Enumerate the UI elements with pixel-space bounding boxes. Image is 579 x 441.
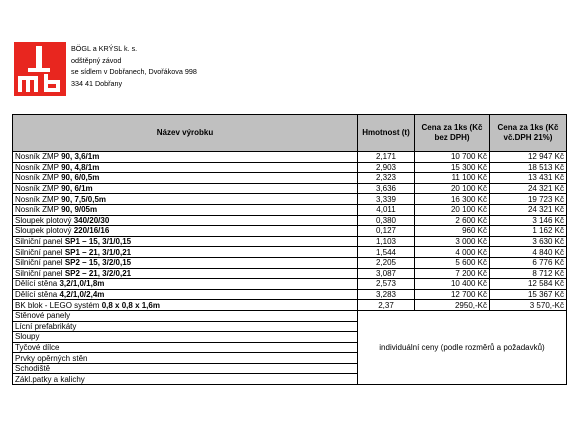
product-price-incl-vat: 19 723 Kč <box>490 194 567 205</box>
product-name-spec: SP1 – 15, 3/1/0,15 <box>64 237 132 247</box>
product-name-prefix: Sloupek plotový <box>15 226 74 236</box>
category-rows <box>13 310 567 384</box>
company-seat: se sídlem v Dobřanech, Dvořákova 998 <box>71 67 197 77</box>
product-name-prefix: Silniční panel <box>15 268 65 278</box>
table-row <box>13 173 567 184</box>
product-name-prefix: Sloupek plotový <box>15 215 74 225</box>
product-weight: 2,573 <box>358 279 415 290</box>
category-name: Stěnové panely <box>13 310 358 321</box>
product-weight: 2,171 <box>358 152 415 163</box>
product-name <box>13 289 358 300</box>
product-name-prefix: Silniční panel <box>15 258 65 268</box>
table-row <box>13 226 567 237</box>
header-weight: Hmotnost (t) <box>358 115 415 152</box>
product-weight: 0,380 <box>358 215 415 226</box>
product-price-incl-vat: 4 840 Kč <box>490 247 567 258</box>
product-price-excl-vat: 11 100 Kč <box>415 173 490 184</box>
product-name-spec: 90, 3,6/1m <box>61 152 100 162</box>
table-row <box>13 215 567 226</box>
product-name <box>13 300 358 311</box>
product-price-incl-vat: 24 321 Kč <box>490 204 567 215</box>
product-name-spec: 220/16/16 <box>73 226 110 236</box>
product-price-incl-vat: 13 431 Kč <box>490 173 567 184</box>
product-name-spec: SP2 – 15, 3/2/0,15 <box>64 258 132 268</box>
product-price-incl-vat: 18 513 Kč <box>490 162 567 173</box>
table-row <box>13 300 567 311</box>
product-name <box>13 268 358 279</box>
product-name-spec: 90, 4,8/1m <box>61 162 100 172</box>
product-price-excl-vat: 15 300 Kč <box>415 162 490 173</box>
product-name-prefix: Nosník ZMP <box>15 194 62 204</box>
table-header-row <box>13 115 567 152</box>
table-row <box>13 268 567 279</box>
product-price-incl-vat: 6 776 Kč <box>490 257 567 268</box>
product-price-incl-vat: 3 630 Kč <box>490 236 567 247</box>
product-name-prefix: Nosník ZMP <box>15 162 62 172</box>
product-price-incl-vat: 12 947 Kč <box>490 152 567 163</box>
price-table <box>12 114 567 385</box>
product-name-spec: 90, 9/05m <box>61 205 98 215</box>
product-name <box>13 279 358 290</box>
product-name <box>13 247 358 258</box>
product-price-excl-vat: 4 000 Kč <box>415 247 490 258</box>
individual-price-note: individuální ceny (podle rozměrů a požadavků) <box>358 310 567 384</box>
product-name <box>13 226 358 237</box>
product-price-excl-vat: 2950,-Kč <box>415 300 490 311</box>
product-price-excl-vat: 5 600 Kč <box>415 257 490 268</box>
product-weight: 3,283 <box>358 289 415 300</box>
product-name-spec: 340/20/30 <box>73 215 110 225</box>
company-postcode: 334 41 Dobřany <box>71 78 123 88</box>
product-name <box>13 162 358 173</box>
product-name-prefix: Nosník ZMP <box>15 152 62 162</box>
table-row <box>13 236 567 247</box>
product-weight: 1,544 <box>358 247 415 258</box>
product-price-excl-vat: 20 100 Kč <box>415 204 490 215</box>
company-logo <box>14 42 66 96</box>
product-name <box>13 183 358 194</box>
product-price-excl-vat: 12 700 Kč <box>415 289 490 300</box>
product-name-spec: 0,8 x 0,8 x 1,6m <box>101 300 160 310</box>
table-row <box>13 152 567 163</box>
header-price-excl-vat: Cena za 1ks (Kč bez DPH) <box>415 115 490 152</box>
product-name-spec: SP1 – 21, 3/1/0,21 <box>64 247 132 257</box>
product-name-prefix: Silniční panel <box>15 237 65 247</box>
product-name-spec: 90, 6/0,5m <box>61 173 100 183</box>
product-price-excl-vat: 3 000 Kč <box>415 236 490 247</box>
header-product-name: Název výrobku <box>13 115 358 152</box>
product-name-spec: 90, 6/1m <box>61 184 93 194</box>
table-row <box>13 194 567 205</box>
category-name: Zákl.patky a kalichy <box>13 374 358 385</box>
product-name-prefix: Nosník ZMP <box>15 173 62 183</box>
category-name: Tyčové dílce <box>13 342 358 353</box>
product-name <box>13 236 358 247</box>
table-row <box>13 162 567 173</box>
company-branch: odštěpný závod <box>71 55 122 65</box>
product-price-excl-vat: 20 100 Kč <box>415 183 490 194</box>
table-row <box>13 289 567 300</box>
product-name <box>13 173 358 184</box>
category-name: Prvky opěrných stěn <box>13 353 358 364</box>
product-weight: 3,636 <box>358 183 415 194</box>
product-name <box>13 215 358 226</box>
product-name <box>13 204 358 215</box>
product-price-excl-vat: 10 700 Kč <box>415 152 490 163</box>
product-name-prefix: Nosník ZMP <box>15 205 62 215</box>
product-name-spec: 4,2/1,0/2,4m <box>59 290 105 300</box>
product-price-incl-vat: 3 570,-Kč <box>490 300 567 311</box>
product-weight: 2,903 <box>358 162 415 173</box>
product-name-prefix: Dělící stěna <box>15 290 60 300</box>
company-address <box>71 43 197 89</box>
product-weight: 3,087 <box>358 268 415 279</box>
product-name-prefix: Dělící stěna <box>15 279 60 289</box>
product-price-incl-vat: 8 712 Kč <box>490 268 567 279</box>
category-row <box>13 310 567 321</box>
category-name: Schodiště <box>13 363 358 374</box>
price-rows <box>13 152 567 311</box>
product-name <box>13 194 358 205</box>
product-name-prefix: BK blok - LEGO systém <box>15 300 102 310</box>
product-weight: 2,205 <box>358 257 415 268</box>
product-weight: 0,127 <box>358 226 415 237</box>
header-price-incl-vat: Cena za 1ks (Kč vč.DPH 21%) <box>490 115 567 152</box>
product-weight: 2,323 <box>358 173 415 184</box>
table-row <box>13 247 567 258</box>
product-price-excl-vat: 7 200 Kč <box>415 268 490 279</box>
product-name <box>13 152 358 163</box>
product-weight: 2,37 <box>358 300 415 311</box>
product-price-incl-vat: 24 321 Kč <box>490 183 567 194</box>
product-price-excl-vat: 10 400 Kč <box>415 279 490 290</box>
table-row <box>13 183 567 194</box>
category-name: Lícní prefabrikáty <box>13 321 358 332</box>
product-price-incl-vat: 1 162 Kč <box>490 226 567 237</box>
product-weight: 4,011 <box>358 204 415 215</box>
company-name: BÖGL a KRÝSL k. s. <box>71 44 138 53</box>
product-price-incl-vat: 3 146 Kč <box>490 215 567 226</box>
product-name-spec: 3,2/1,0/1,8m <box>59 279 105 289</box>
product-price-excl-vat: 16 300 Kč <box>415 194 490 205</box>
product-name-prefix: Silniční panel <box>15 247 65 257</box>
product-price-incl-vat: 12 584 Kč <box>490 279 567 290</box>
product-weight: 3,339 <box>358 194 415 205</box>
product-name-prefix: Nosník ZMP <box>15 184 62 194</box>
product-weight: 1,103 <box>358 236 415 247</box>
table-row <box>13 204 567 215</box>
mb-logo-icon <box>14 42 66 96</box>
product-name <box>13 257 358 268</box>
table-row <box>13 257 567 268</box>
product-name-spec: SP2 – 21, 3/2/0,21 <box>64 268 132 278</box>
category-name: Sloupy <box>13 332 358 343</box>
table-row <box>13 279 567 290</box>
product-name-spec: 90, 7,5/0,5m <box>61 194 107 204</box>
product-price-excl-vat: 2 600 Kč <box>415 215 490 226</box>
product-price-incl-vat: 15 367 Kč <box>490 289 567 300</box>
product-price-excl-vat: 960 Kč <box>415 226 490 237</box>
